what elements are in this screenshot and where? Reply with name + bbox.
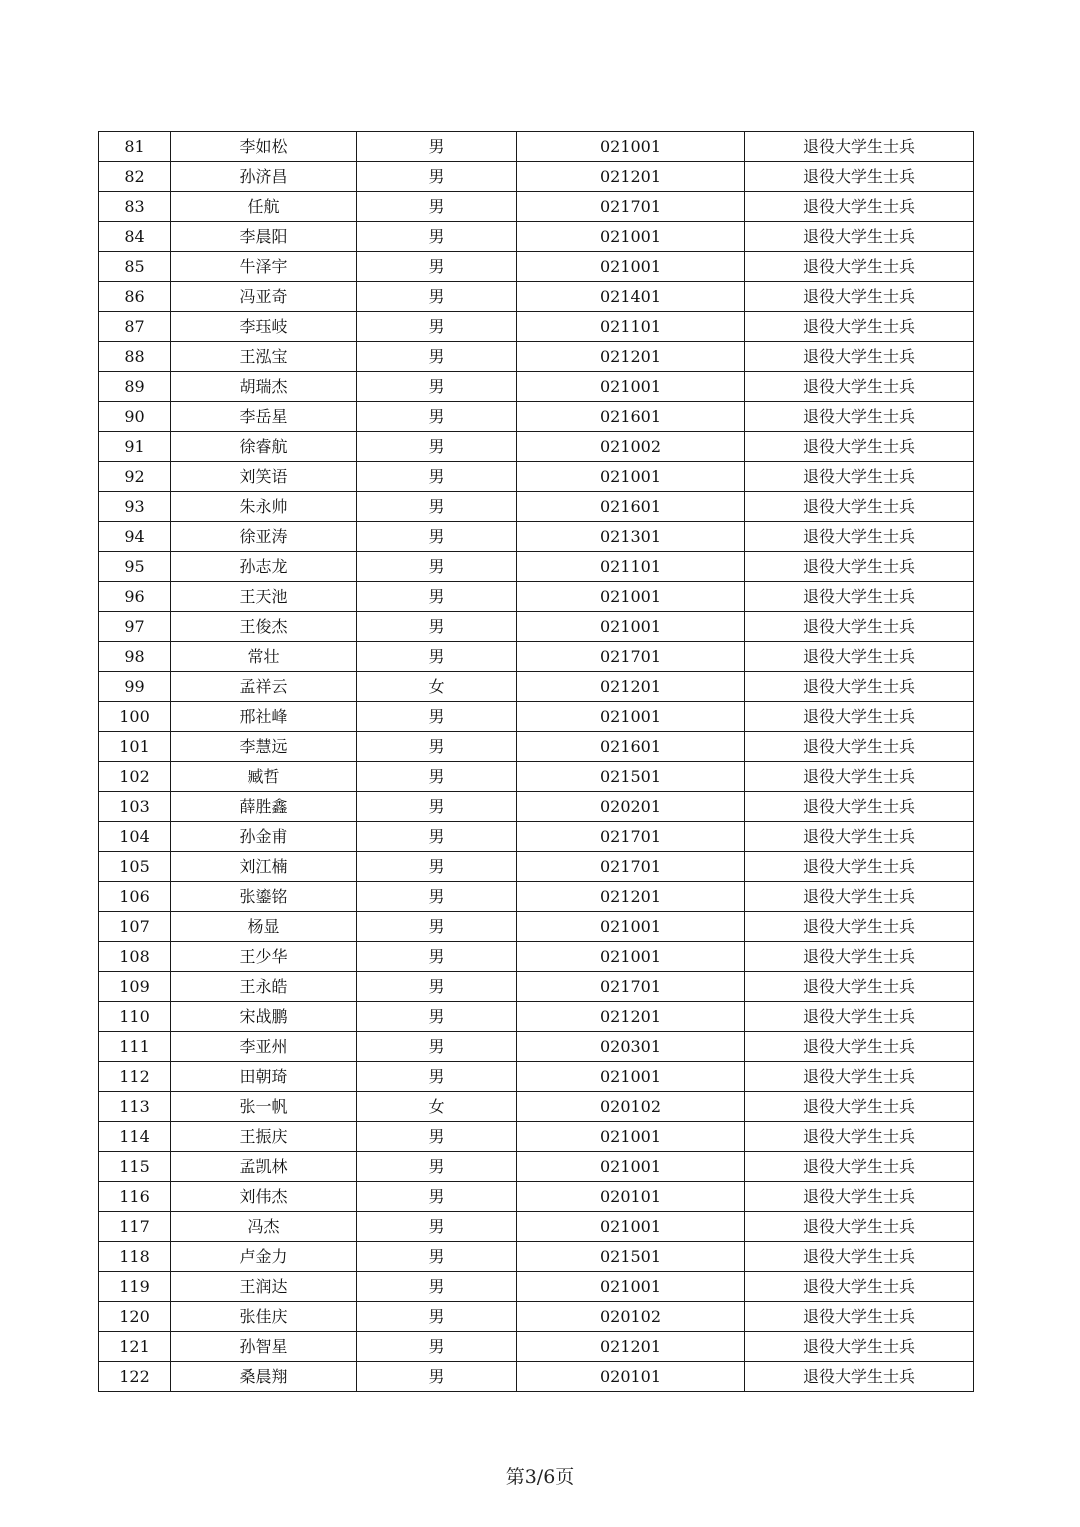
category-cell: 退役大学生士兵 (745, 402, 974, 432)
gender-cell: 男 (357, 1062, 517, 1092)
category-cell: 退役大学生士兵 (745, 1122, 974, 1152)
name-cell: 王俊杰 (171, 612, 357, 642)
row-number-cell: 118 (99, 1242, 171, 1272)
category-cell: 退役大学生士兵 (745, 942, 974, 972)
name-cell: 王泓宝 (171, 342, 357, 372)
row-number-cell: 94 (99, 522, 171, 552)
gender-cell: 男 (357, 222, 517, 252)
row-number-cell: 101 (99, 732, 171, 762)
gender-cell: 男 (357, 372, 517, 402)
row-number-cell: 109 (99, 972, 171, 1002)
table-row (99, 612, 974, 642)
name-cell: 王振庆 (171, 1122, 357, 1152)
gender-cell: 男 (357, 852, 517, 882)
name-cell: 孟祥云 (171, 672, 357, 702)
code-cell: 021001 (517, 1272, 745, 1302)
category-cell: 退役大学生士兵 (745, 312, 974, 342)
gender-cell: 男 (357, 432, 517, 462)
row-number-cell: 120 (99, 1302, 171, 1332)
name-cell: 李亚州 (171, 1032, 357, 1062)
code-cell: 021001 (517, 132, 745, 162)
table-row (99, 1302, 974, 1332)
gender-cell: 男 (357, 162, 517, 192)
table-row (99, 732, 974, 762)
gender-cell: 男 (357, 282, 517, 312)
row-number-cell: 103 (99, 792, 171, 822)
gender-cell: 男 (357, 1242, 517, 1272)
category-cell: 退役大学生士兵 (745, 912, 974, 942)
category-cell: 退役大学生士兵 (745, 1152, 974, 1182)
gender-cell: 男 (357, 1212, 517, 1242)
table-row (99, 432, 974, 462)
name-cell: 徐亚涛 (171, 522, 357, 552)
code-cell: 020101 (517, 1362, 745, 1392)
name-cell: 胡瑞杰 (171, 372, 357, 402)
category-cell: 退役大学生士兵 (745, 702, 974, 732)
gender-cell: 男 (357, 612, 517, 642)
code-cell: 021201 (517, 342, 745, 372)
name-cell: 张佳庆 (171, 1302, 357, 1332)
code-cell: 021001 (517, 912, 745, 942)
code-cell: 021701 (517, 642, 745, 672)
table-row (99, 1092, 974, 1122)
code-cell: 021001 (517, 222, 745, 252)
code-cell: 020201 (517, 792, 745, 822)
row-number-cell: 91 (99, 432, 171, 462)
table-row (99, 912, 974, 942)
name-cell: 孙金甫 (171, 822, 357, 852)
category-cell: 退役大学生士兵 (745, 132, 974, 162)
name-cell: 孙智星 (171, 1332, 357, 1362)
row-number-cell: 115 (99, 1152, 171, 1182)
gender-cell: 男 (357, 1002, 517, 1032)
category-cell: 退役大学生士兵 (745, 972, 974, 1002)
name-cell: 宋战鹏 (171, 1002, 357, 1032)
category-cell: 退役大学生士兵 (745, 642, 974, 672)
name-cell: 张鎏铭 (171, 882, 357, 912)
row-number-cell: 104 (99, 822, 171, 852)
name-cell: 刘伟杰 (171, 1182, 357, 1212)
name-cell: 孙济昌 (171, 162, 357, 192)
gender-cell: 男 (357, 462, 517, 492)
name-cell: 李慧远 (171, 732, 357, 762)
gender-cell: 女 (357, 672, 517, 702)
table-row (99, 1062, 974, 1092)
table-row (99, 972, 974, 1002)
code-cell: 021001 (517, 1062, 745, 1092)
code-cell: 021201 (517, 1332, 745, 1362)
code-cell: 021601 (517, 492, 745, 522)
name-cell: 常壮 (171, 642, 357, 672)
name-cell: 张一帆 (171, 1092, 357, 1122)
table-row (99, 252, 974, 282)
code-cell: 021201 (517, 672, 745, 702)
category-cell: 退役大学生士兵 (745, 882, 974, 912)
row-number-cell: 106 (99, 882, 171, 912)
row-number-cell: 117 (99, 1212, 171, 1242)
gender-cell: 男 (357, 1032, 517, 1062)
table-row (99, 852, 974, 882)
row-number-cell: 92 (99, 462, 171, 492)
name-cell: 李岳星 (171, 402, 357, 432)
row-number-cell: 105 (99, 852, 171, 882)
gender-cell: 男 (357, 312, 517, 342)
row-number-cell: 116 (99, 1182, 171, 1212)
table-row (99, 402, 974, 432)
gender-cell: 男 (357, 972, 517, 1002)
category-cell: 退役大学生士兵 (745, 1182, 974, 1212)
table-row (99, 312, 974, 342)
category-cell: 退役大学生士兵 (745, 162, 974, 192)
gender-cell: 男 (357, 822, 517, 852)
table-row (99, 1362, 974, 1392)
name-cell: 桑晨翔 (171, 1362, 357, 1392)
row-number-cell: 107 (99, 912, 171, 942)
table-row (99, 492, 974, 522)
table-row (99, 582, 974, 612)
code-cell: 021701 (517, 972, 745, 1002)
gender-cell: 男 (357, 1302, 517, 1332)
code-cell: 021101 (517, 552, 745, 582)
table-row (99, 1242, 974, 1272)
table-row (99, 762, 974, 792)
table-row (99, 552, 974, 582)
gender-cell: 男 (357, 342, 517, 372)
table-row (99, 222, 974, 252)
name-cell: 朱永帅 (171, 492, 357, 522)
name-cell: 杨显 (171, 912, 357, 942)
gender-cell: 男 (357, 702, 517, 732)
gender-cell: 男 (357, 252, 517, 282)
code-cell: 021201 (517, 162, 745, 192)
code-cell: 021401 (517, 282, 745, 312)
category-cell: 退役大学生士兵 (745, 342, 974, 372)
gender-cell: 男 (357, 642, 517, 672)
category-cell: 退役大学生士兵 (745, 462, 974, 492)
category-cell: 退役大学生士兵 (745, 852, 974, 882)
code-cell: 021501 (517, 1242, 745, 1272)
row-number-cell: 114 (99, 1122, 171, 1152)
name-cell: 田朝琦 (171, 1062, 357, 1092)
table-row (99, 942, 974, 972)
table-row (99, 1122, 974, 1152)
category-cell: 退役大学生士兵 (745, 552, 974, 582)
code-cell: 021001 (517, 612, 745, 642)
table-row (99, 1152, 974, 1182)
name-cell: 王少华 (171, 942, 357, 972)
category-cell: 退役大学生士兵 (745, 672, 974, 702)
name-cell: 王天池 (171, 582, 357, 612)
table-row (99, 462, 974, 492)
gender-cell: 男 (357, 882, 517, 912)
name-cell: 孙志龙 (171, 552, 357, 582)
row-number-cell: 89 (99, 372, 171, 402)
row-number-cell: 81 (99, 132, 171, 162)
row-number-cell: 102 (99, 762, 171, 792)
code-cell: 020101 (517, 1182, 745, 1212)
code-cell: 020102 (517, 1302, 745, 1332)
name-cell: 孟凯林 (171, 1152, 357, 1182)
code-cell: 021001 (517, 1122, 745, 1152)
name-cell: 王润达 (171, 1272, 357, 1302)
row-number-cell: 82 (99, 162, 171, 192)
code-cell: 021001 (517, 942, 745, 972)
category-cell: 退役大学生士兵 (745, 822, 974, 852)
name-cell: 冯亚奇 (171, 282, 357, 312)
table-row (99, 162, 974, 192)
table-row (99, 342, 974, 372)
table-row (99, 642, 974, 672)
row-number-cell: 119 (99, 1272, 171, 1302)
name-cell: 刘江楠 (171, 852, 357, 882)
table-row (99, 882, 974, 912)
table-row (99, 132, 974, 162)
row-number-cell: 111 (99, 1032, 171, 1062)
table-row (99, 1272, 974, 1302)
row-number-cell: 110 (99, 1002, 171, 1032)
code-cell: 021101 (517, 312, 745, 342)
category-cell: 退役大学生士兵 (745, 1362, 974, 1392)
name-cell: 刘笑语 (171, 462, 357, 492)
gender-cell: 男 (357, 912, 517, 942)
table-row (99, 1182, 974, 1212)
name-cell: 任航 (171, 192, 357, 222)
row-number-cell: 98 (99, 642, 171, 672)
code-cell: 020102 (517, 1092, 745, 1122)
code-cell: 021001 (517, 1152, 745, 1182)
gender-cell: 男 (357, 1272, 517, 1302)
row-number-cell: 121 (99, 1332, 171, 1362)
table-row (99, 192, 974, 222)
code-cell: 021201 (517, 882, 745, 912)
category-cell: 退役大学生士兵 (745, 612, 974, 642)
name-cell: 王永皓 (171, 972, 357, 1002)
gender-cell: 男 (357, 792, 517, 822)
name-cell: 卢金力 (171, 1242, 357, 1272)
category-cell: 退役大学生士兵 (745, 492, 974, 522)
row-number-cell: 90 (99, 402, 171, 432)
row-number-cell: 122 (99, 1362, 171, 1392)
page-number: 第3/6页 (505, 1466, 575, 1488)
gender-cell: 男 (357, 552, 517, 582)
category-cell: 退役大学生士兵 (745, 1242, 974, 1272)
code-cell: 021001 (517, 702, 745, 732)
category-cell: 退役大学生士兵 (745, 522, 974, 552)
code-cell: 021001 (517, 372, 745, 402)
table-row (99, 1332, 974, 1362)
category-cell: 退役大学生士兵 (745, 1092, 974, 1122)
roster-table-body (99, 132, 974, 1392)
table-row (99, 372, 974, 402)
table-row (99, 822, 974, 852)
table-row (99, 1032, 974, 1062)
gender-cell: 男 (357, 522, 517, 552)
category-cell: 退役大学生士兵 (745, 732, 974, 762)
row-number-cell: 93 (99, 492, 171, 522)
category-cell: 退役大学生士兵 (745, 1032, 974, 1062)
code-cell: 021501 (517, 762, 745, 792)
gender-cell: 男 (357, 1152, 517, 1182)
row-number-cell: 88 (99, 342, 171, 372)
name-cell: 冯杰 (171, 1212, 357, 1242)
name-cell: 徐睿航 (171, 432, 357, 462)
code-cell: 021301 (517, 522, 745, 552)
row-number-cell: 86 (99, 282, 171, 312)
category-cell: 退役大学生士兵 (745, 372, 974, 402)
code-cell: 020301 (517, 1032, 745, 1062)
gender-cell: 男 (357, 1362, 517, 1392)
code-cell: 021701 (517, 192, 745, 222)
gender-cell: 男 (357, 402, 517, 432)
row-number-cell: 87 (99, 312, 171, 342)
gender-cell: 男 (357, 132, 517, 162)
roster-table (98, 131, 974, 1392)
category-cell: 退役大学生士兵 (745, 582, 974, 612)
category-cell: 退役大学生士兵 (745, 432, 974, 462)
row-number-cell: 96 (99, 582, 171, 612)
category-cell: 退役大学生士兵 (745, 252, 974, 282)
code-cell: 021001 (517, 252, 745, 282)
table-row (99, 1002, 974, 1032)
table-row (99, 672, 974, 702)
name-cell: 邢社峰 (171, 702, 357, 732)
category-cell: 退役大学生士兵 (745, 1212, 974, 1242)
gender-cell: 男 (357, 192, 517, 222)
code-cell: 021701 (517, 852, 745, 882)
row-number-cell: 97 (99, 612, 171, 642)
table-row (99, 792, 974, 822)
row-number-cell: 84 (99, 222, 171, 252)
code-cell: 021601 (517, 402, 745, 432)
category-cell: 退役大学生士兵 (745, 1302, 974, 1332)
gender-cell: 女 (357, 1092, 517, 1122)
gender-cell: 男 (357, 1182, 517, 1212)
table-row (99, 1212, 974, 1242)
code-cell: 021001 (517, 582, 745, 612)
code-cell: 021001 (517, 462, 745, 492)
name-cell: 薛胜鑫 (171, 792, 357, 822)
category-cell: 退役大学生士兵 (745, 222, 974, 252)
name-cell: 臧哲 (171, 762, 357, 792)
row-number-cell: 100 (99, 702, 171, 732)
row-number-cell: 95 (99, 552, 171, 582)
gender-cell: 男 (357, 1332, 517, 1362)
gender-cell: 男 (357, 762, 517, 792)
row-number-cell: 99 (99, 672, 171, 702)
row-number-cell: 113 (99, 1092, 171, 1122)
table-row (99, 702, 974, 732)
category-cell: 退役大学生士兵 (745, 192, 974, 222)
table-row (99, 282, 974, 312)
name-cell: 李晨阳 (171, 222, 357, 252)
code-cell: 021701 (517, 822, 745, 852)
category-cell: 退役大学生士兵 (745, 1332, 974, 1362)
name-cell: 李珏岐 (171, 312, 357, 342)
name-cell: 李如松 (171, 132, 357, 162)
category-cell: 退役大学生士兵 (745, 792, 974, 822)
code-cell: 021601 (517, 732, 745, 762)
gender-cell: 男 (357, 1122, 517, 1152)
category-cell: 退役大学生士兵 (745, 282, 974, 312)
gender-cell: 男 (357, 492, 517, 522)
category-cell: 退役大学生士兵 (745, 1002, 974, 1032)
category-cell: 退役大学生士兵 (745, 762, 974, 792)
row-number-cell: 85 (99, 252, 171, 282)
row-number-cell: 108 (99, 942, 171, 972)
table-row (99, 522, 974, 552)
category-cell: 退役大学生士兵 (745, 1062, 974, 1092)
code-cell: 021201 (517, 1002, 745, 1032)
row-number-cell: 112 (99, 1062, 171, 1092)
code-cell: 021001 (517, 1212, 745, 1242)
category-cell: 退役大学生士兵 (745, 1272, 974, 1302)
gender-cell: 男 (357, 942, 517, 972)
code-cell: 021002 (517, 432, 745, 462)
gender-cell: 男 (357, 732, 517, 762)
name-cell: 牛泽宇 (171, 252, 357, 282)
gender-cell: 男 (357, 582, 517, 612)
row-number-cell: 83 (99, 192, 171, 222)
